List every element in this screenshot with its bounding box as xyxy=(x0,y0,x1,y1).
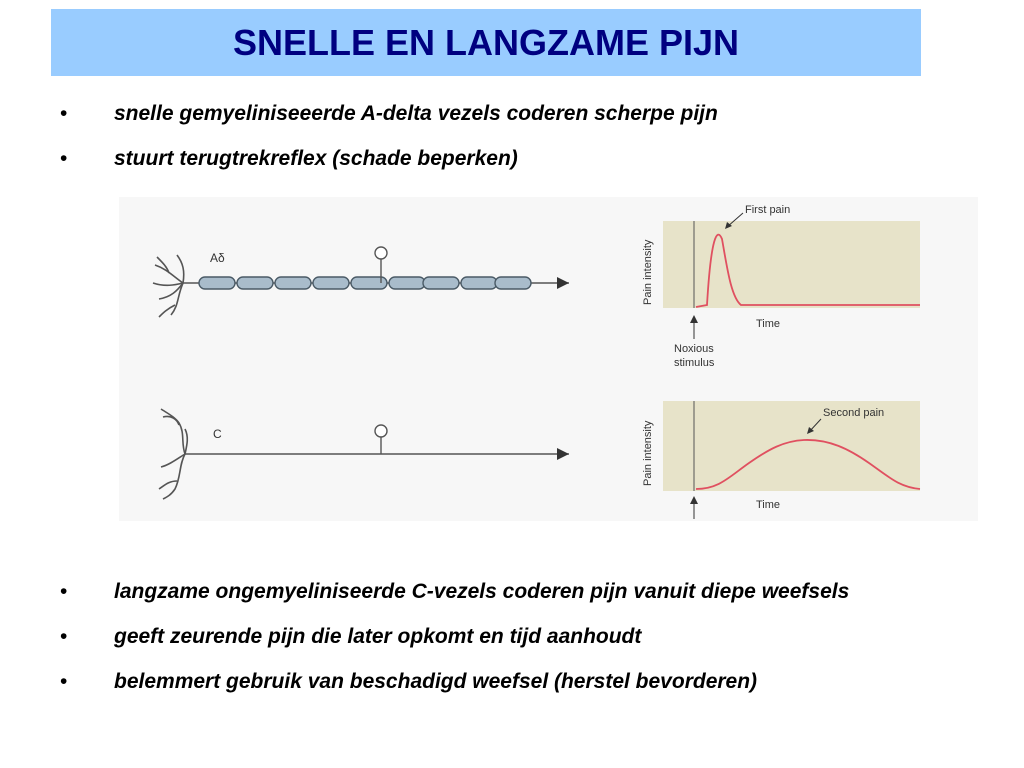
pain-fiber-figure xyxy=(119,197,978,521)
figure-svg xyxy=(119,197,978,521)
a-delta-terminal xyxy=(557,277,569,289)
first-pain-chart xyxy=(642,204,920,369)
bullet-item xyxy=(0,578,1024,605)
bullet-item xyxy=(0,623,1024,650)
top-bullet-list xyxy=(0,100,1024,190)
bullet-text: stuurt terugtrekreflex (schade beperken) xyxy=(114,147,518,170)
second-pain-chart xyxy=(642,401,920,519)
stimulus-arrowhead-bottom xyxy=(690,496,698,504)
bullet-text: snelle gemyeliniseeerde A-delta vezels coderen scherpe pijn xyxy=(114,102,718,125)
bullet-dot: • xyxy=(60,147,68,170)
c-soma xyxy=(375,425,387,437)
c-label: C xyxy=(213,427,222,441)
title-banner xyxy=(51,9,921,76)
c-terminal xyxy=(557,448,569,460)
bullet-item xyxy=(0,100,1024,127)
stimulus-label-line2: stimulus xyxy=(674,357,715,369)
stimulus-arrowhead xyxy=(690,315,698,323)
a-delta-fiber xyxy=(153,247,569,317)
bottom-bullet-list xyxy=(0,578,1024,713)
bullet-item xyxy=(0,145,1024,172)
bullet-dot: • xyxy=(60,670,68,693)
myelin-sheath xyxy=(199,277,531,289)
second-pain-xlabel: Time xyxy=(756,499,781,511)
a-delta-dendrites xyxy=(153,255,184,317)
stimulus-label-line1: Noxious xyxy=(674,343,714,355)
second-pain-annotation: Second pain xyxy=(823,407,885,419)
a-delta-soma xyxy=(375,247,387,259)
a-delta-label: Aδ xyxy=(210,251,225,265)
bullet-text: geeft zeurende pijn die later opkomt en tijd aanhoudt xyxy=(114,625,642,648)
bullet-dot: • xyxy=(60,580,68,603)
bullet-text: belemmert gebruik van beschadigd weefsel (herstel bevorderen) xyxy=(114,670,758,693)
bullet-dot: • xyxy=(60,625,68,648)
second-pain-ylabel: Pain intensity xyxy=(642,420,654,486)
first-pain-xlabel: Time xyxy=(756,318,781,330)
bullet-text: langzame ongemyeliniseerde C-vezels coderen pijn vanuit diepe weefsels xyxy=(114,580,850,603)
first-pain-ylabel: Pain intensity xyxy=(642,239,654,305)
bullet-dot: • xyxy=(60,102,68,125)
first-pain-panel xyxy=(663,221,920,308)
bullet-item xyxy=(0,668,1024,695)
c-fiber xyxy=(159,409,569,499)
slide-title: SNELLE EN LANGZAME PIJN xyxy=(232,21,740,63)
first-pain-annotation: First pain xyxy=(745,204,791,216)
c-dendrites xyxy=(159,409,187,499)
